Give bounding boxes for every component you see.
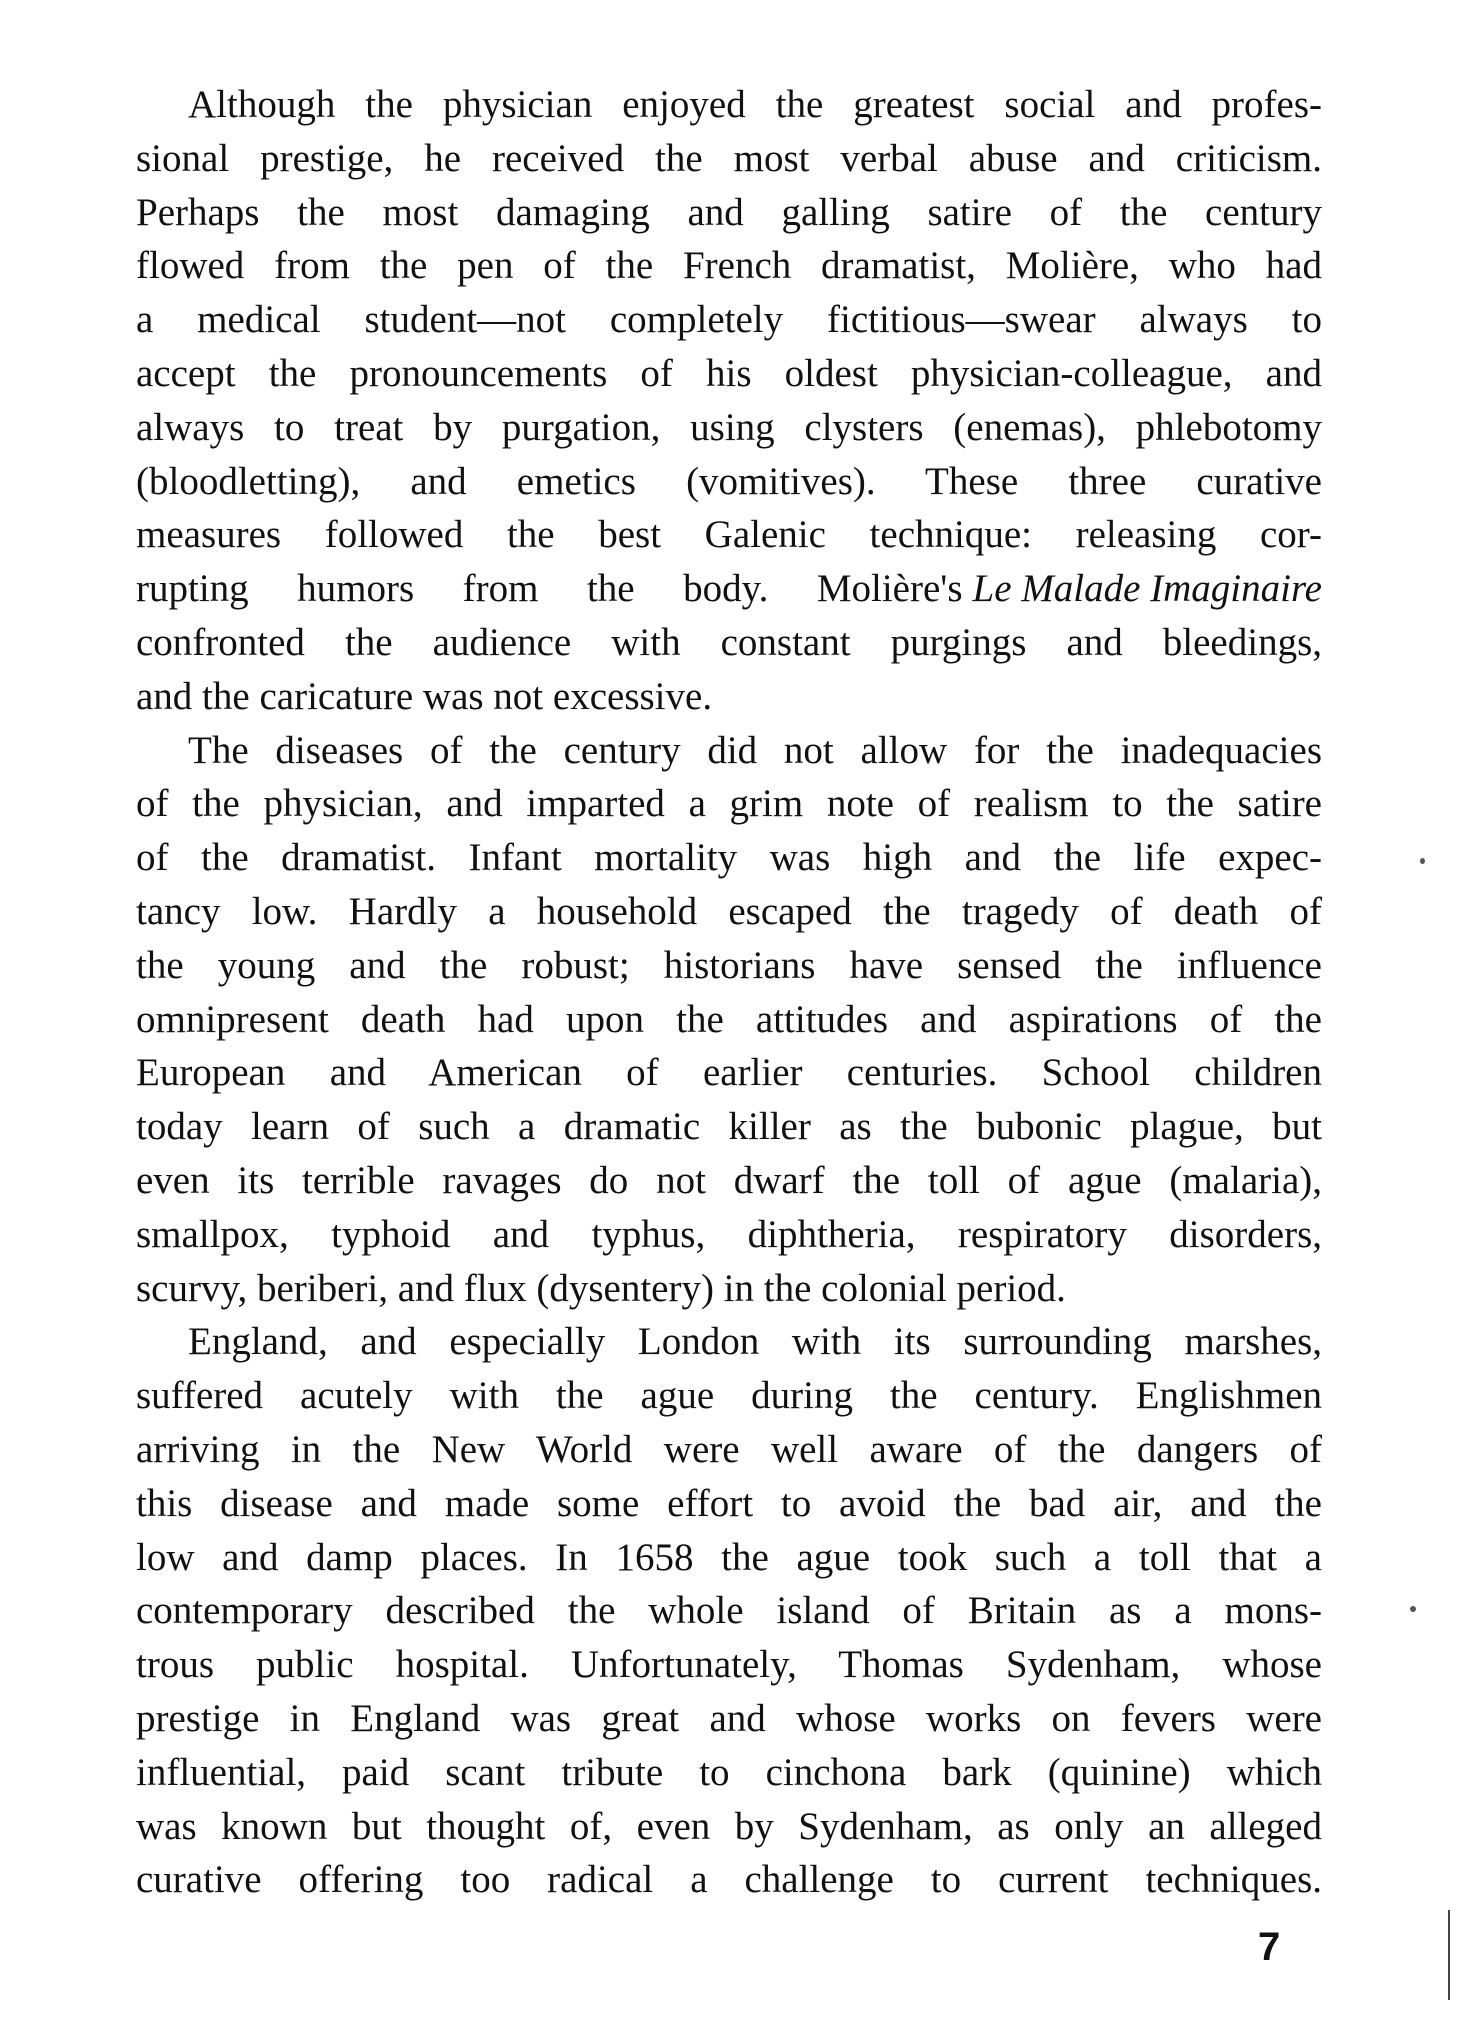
text-line: this disease and made some effort to avoid the bad air, and the xyxy=(136,1481,1322,1525)
text-line: and the caricature was not excessive. xyxy=(136,674,713,718)
text-line: The diseases of the century did not allow for the inadequacies xyxy=(188,728,1322,772)
text-line: omnipresent death had upon the attitudes and aspirations of the xyxy=(136,997,1322,1041)
text-segment: rupting humors from the body. Molière's xyxy=(136,567,963,611)
scan-speck xyxy=(1420,858,1425,864)
text-line: even its terrible ravages do not dwarf the toll of ague (malaria), xyxy=(136,1158,1322,1202)
text-line: flowed from the pen of the French dramatist, Molière, who had xyxy=(136,244,1322,288)
text-line: smallpox, typhoid and typhus, diphtheria, respiratory disorders, xyxy=(136,1212,1322,1256)
paragraph-1 xyxy=(136,78,1322,724)
text-line: a medical student—not completely fictitious—swear always to xyxy=(136,298,1322,342)
text-line: arriving in the New World were well aware of the dangers of xyxy=(136,1427,1322,1471)
text-line: tancy low. Hardly a household escaped the tragedy of death of xyxy=(136,889,1322,933)
paragraph-2 xyxy=(136,724,1322,1316)
text-line: always to treat by purgation, using clysters (enemas), phlebotomy xyxy=(136,405,1322,449)
text-line: of the dramatist. Infant mortality was high and the life expec- xyxy=(136,836,1322,880)
text-line: low and damp places. In 1658 the ague took such a toll that a xyxy=(136,1535,1322,1579)
text-line: today learn of such a dramatic killer as the bubonic plague, but xyxy=(136,1105,1322,1149)
page-number: 7 xyxy=(1258,1925,1281,1969)
page-body xyxy=(136,78,1322,1907)
text-line: suffered acutely with the ague during the century. Englishmen xyxy=(136,1374,1322,1418)
text-line: European and American of earlier centuries. School children xyxy=(136,1051,1322,1095)
play-title: Le Malade Imaginaire xyxy=(972,567,1322,611)
text-line: accept the pronouncements of his oldest physician-colleague, and xyxy=(136,351,1322,395)
text-line: England, and especially London with its surrounding marshes, xyxy=(188,1320,1322,1364)
scan-speck xyxy=(1410,1606,1416,1612)
text-line: sional prestige, he received the most verbal abuse and criticism. xyxy=(136,136,1322,180)
text-line: measures followed the best Galenic technique: releasing cor- xyxy=(136,513,1322,557)
text-line: (bloodletting), and emetics (vomitives). These three curative xyxy=(136,459,1322,503)
text-line: scurvy, beriberi, and flux (dysentery) in the colonial period. xyxy=(136,1266,1066,1310)
text-line xyxy=(136,562,1322,616)
text-line: the young and the robust; historians have sensed the influence xyxy=(136,943,1322,987)
text-line: contemporary described the whole island of Britain as a mons- xyxy=(136,1589,1322,1633)
text-line: Perhaps the most damaging and galling satire of the century xyxy=(136,190,1322,234)
paragraph-3 xyxy=(136,1315,1322,1907)
scan-speck xyxy=(1448,1910,1450,2000)
text-line: prestige in England was great and whose works on fevers were xyxy=(136,1696,1322,1740)
text-line: was known but thought of, even by Sydenham, as only an alleged xyxy=(136,1804,1322,1848)
text-line: Although the physician enjoyed the greatest social and profes- xyxy=(188,83,1322,126)
text-line: of the physician, and imparted a grim note of realism to the satire xyxy=(136,782,1322,826)
text-line: curative offering too radical a challenge to current techniques. xyxy=(136,1858,1322,1902)
text-line: trous public hospital. Unfortunately, Thomas Sydenham, whose xyxy=(136,1643,1322,1687)
text-line: confronted the audience with constant purgings and bleedings, xyxy=(136,620,1322,664)
text-line: influential, paid scant tribute to cinchona bark (quinine) which xyxy=(136,1750,1322,1794)
